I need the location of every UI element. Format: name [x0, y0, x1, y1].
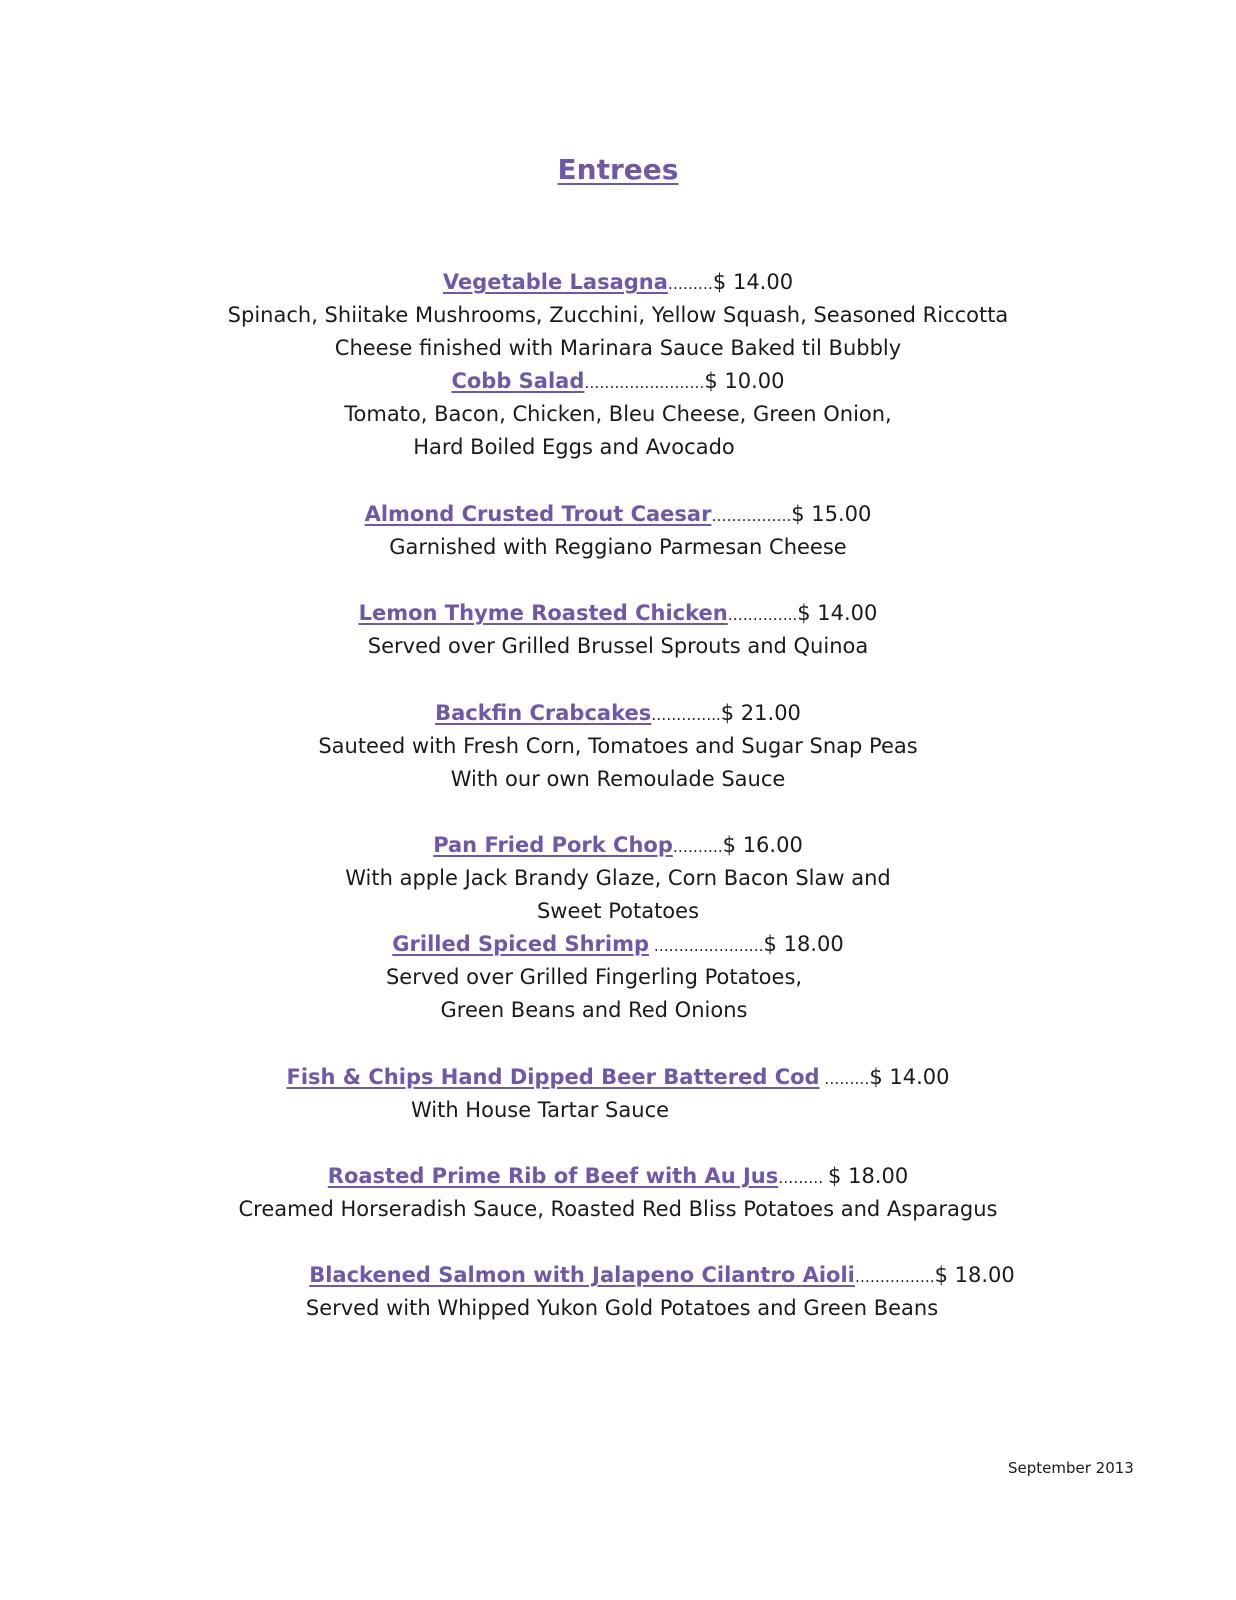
menu-item-heading	[0, 597, 1236, 632]
menu-item-description: Hard Boiled Eggs and Avocado	[413, 435, 735, 459]
menu-item-heading	[0, 829, 1236, 864]
menu-item-heading	[0, 928, 1236, 963]
menu-item-name: Roasted Prime Rib of Beef with Au Jus	[327, 1164, 779, 1188]
menu-item-heading	[0, 1160, 1236, 1195]
menu-item-description: Served over Grilled Fingerling Potatoes,	[385, 965, 803, 989]
menu-item-description: Sauteed with Fresh Corn, Tomatoes and Sugar Snap Peas	[318, 734, 918, 758]
menu-item-description: With apple Jack Brandy Glaze, Corn Bacon Slaw and	[345, 866, 891, 890]
leader-dots: ………	[667, 275, 713, 293]
menu-item-price: $ 14.00	[869, 1065, 950, 1089]
menu-item-price: $ 10.00	[704, 369, 785, 393]
leader-dots: …………….	[711, 507, 792, 525]
menu-item-description: Cheese finished with Marinara Sauce Baked til Bubbly	[334, 336, 902, 360]
leader-dots: ……………………	[584, 374, 705, 392]
leader-dots: ……….	[672, 838, 723, 856]
menu-item-price: $ 21.00	[720, 701, 801, 725]
menu-item-description: Garnished with Reggiano Parmesan Cheese	[389, 535, 847, 559]
menu-item-heading	[0, 1061, 1236, 1096]
menu-item-name: Almond Crusted Trout Caesar	[364, 502, 712, 526]
menu-item-heading	[0, 365, 1236, 400]
menu-item-price: $ 15.00	[791, 502, 872, 526]
menu-item-price: $ 18.00	[934, 1263, 1015, 1287]
menu-item-name: Backfin Crabcakes	[435, 701, 652, 725]
menu-item-price: $ 18.00	[828, 1164, 909, 1188]
menu-item-heading	[0, 266, 1236, 301]
menu-item-price: $ 14.00	[712, 270, 794, 294]
menu-item-name: Lemon Thyme Roasted Chicken	[358, 601, 728, 625]
leader-dots: ………	[778, 1169, 829, 1187]
menu-item-price: $ 18.00	[763, 932, 844, 956]
menu-item-name: Pan Fried Pork Chop	[433, 833, 673, 857]
menu-item-price: $ 14.00	[797, 601, 878, 625]
menu-item-description: Creamed Horseradish Sauce, Roasted Red Bliss Potatoes and Asparagus	[238, 1197, 998, 1221]
menu-item-description: Served over Grilled Brussel Sprouts and Quinoa	[367, 634, 869, 658]
menu-item-name: Fish & Chips Hand Dipped Beer Battered Cod	[286, 1065, 820, 1089]
menu-item-description: Sweet Potatoes	[536, 899, 700, 923]
menu-item-heading	[0, 697, 1236, 732]
leader-dots: …………..	[651, 706, 721, 724]
menu-item-name: Blackened Salmon with Jalapeno Cilantro Aioli	[309, 1263, 855, 1287]
menu-item-name: Vegetable Lasagna	[442, 270, 668, 294]
menu-item-heading	[44, 1259, 1236, 1294]
menu-item-description: Green Beans and Red Onions	[440, 998, 748, 1022]
menu-item-name: Grilled Spiced Shrimp	[392, 932, 649, 956]
menu-item-description: With our own Remoulade Sauce	[450, 767, 786, 791]
menu-item-description: Served with Whipped Yukon Gold Potatoes and Green Beans	[305, 1296, 939, 1320]
leader-dots: ………	[819, 1070, 870, 1088]
leader-dots: ………………….	[649, 937, 764, 955]
page-title: Entrees	[557, 153, 679, 186]
footer-date: September 2013	[1008, 1459, 1134, 1477]
menu-item-description: Spinach, Shiitake Mushrooms, Zucchini, Yellow Squash, Seasoned Riccotta	[227, 303, 1009, 327]
leader-dots: …………….	[854, 1268, 935, 1286]
menu-item-heading	[0, 498, 1236, 533]
menu-item-description: Tomato, Bacon, Chicken, Bleu Cheese, Green Onion,	[344, 402, 892, 426]
menu-item-description: With House Tartar Sauce	[410, 1098, 670, 1122]
leader-dots: …………..	[727, 606, 798, 624]
menu-item-name: Cobb Salad	[451, 369, 585, 393]
menu-item-price: $ 16.00	[722, 833, 803, 857]
